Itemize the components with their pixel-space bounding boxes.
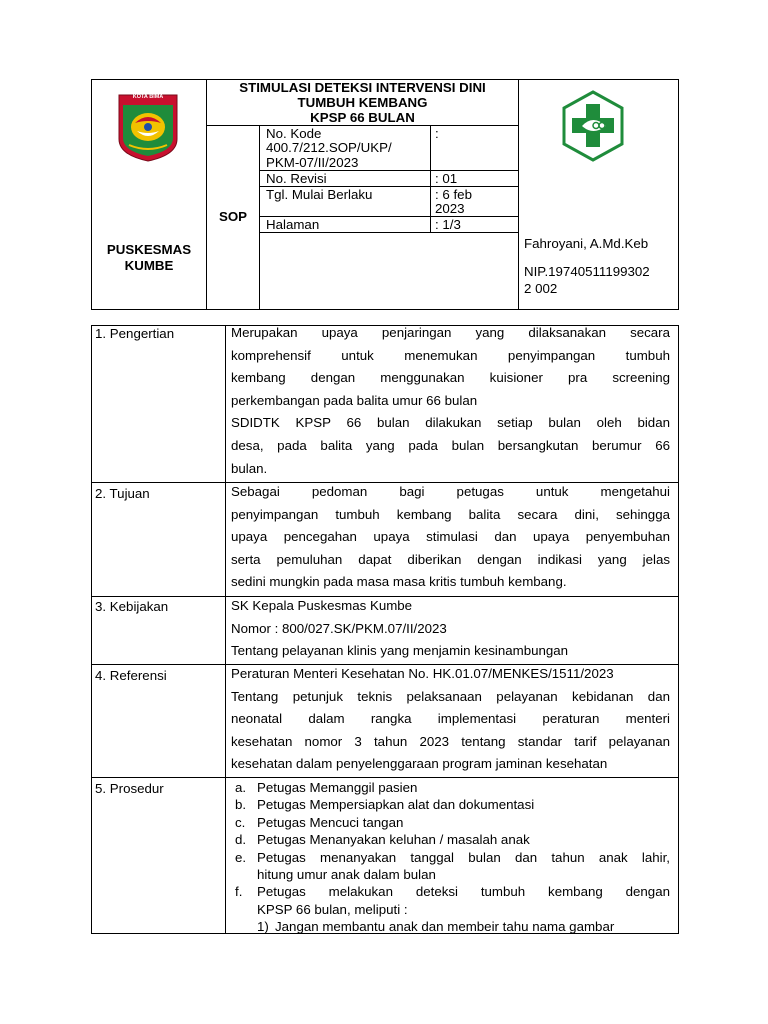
label-pengertian: 1. Pengertian: [95, 326, 175, 341]
item-marker: f.: [235, 884, 243, 900]
org-name-line1: PUSKESMAS: [106, 242, 192, 257]
item-marker: d.: [235, 832, 247, 848]
list-item: [235, 779, 670, 796]
document-title-line1: STIMULASI DETEKSI INTERVENSI DINI: [239, 80, 486, 95]
sop-label: SOP: [218, 209, 248, 224]
referensi-line: Tentang petunjuk teknis pelaksanaan pelayanan kebidanan dan: [231, 688, 670, 704]
kebijakan-text: [231, 595, 670, 663]
item-text: Petugas Memanggil pasien: [257, 780, 418, 795]
kode-value-line1: 400.7/212.SOP/UKP/: [266, 140, 392, 155]
item-text: Petugas menanyakan tanggal bulan dan tahun anak lahir,: [257, 849, 670, 865]
tujuan-line: upaya pencegahan upaya stimulasi dan upaya penyembuhan: [231, 529, 670, 545]
halaman-value: : 1/3: [435, 217, 461, 232]
signer-nip-line2: 2 002: [524, 281, 558, 296]
tgl-label: Tgl. Mulai Berlaku: [266, 187, 373, 202]
list-item: [235, 849, 670, 884]
item-marker: b.: [235, 797, 247, 813]
referensi-text: [231, 663, 670, 776]
item-text: Petugas melakukan deteksi tumbuh kembang dengan: [257, 884, 670, 900]
item-text: Petugas Mencuci tangan: [257, 814, 404, 830]
pengertian-line: Merupakan upaya penjaringan yang dilaksanakan secara: [231, 325, 670, 340]
puskesmas-logo-icon: [562, 90, 624, 162]
pengertian-line: perkembangan pada balita umur 66 bulan: [231, 392, 478, 408]
list-item: [235, 796, 670, 813]
label-kebijakan: 3. Kebijakan: [95, 599, 169, 614]
pengertian-text: [231, 322, 670, 480]
signer-nip-line1: NIP.19740511199302: [524, 264, 650, 279]
label-tujuan: 2. Tujuan: [95, 486, 150, 501]
label-prosedur: 5. Prosedur: [95, 781, 164, 796]
kebijakan-line: Tentang pelayanan klinis yang menjamin kesinambungan: [231, 643, 569, 659]
org-name-line2: KUMBE: [124, 258, 174, 273]
referensi-line: neonatal dalam rangka implementasi peraturan menteri: [231, 711, 670, 727]
kode-value-line2: PKM-07/II/2023: [266, 155, 359, 170]
pengertian-line: bulan.: [231, 460, 268, 476]
tujuan-line: penyimpangan tumbuh kembang balita secara dini, sehingga: [231, 506, 670, 522]
halaman-label: Halaman: [266, 217, 320, 232]
pengertian-line: kembang dengan menggunakan kuisioner pra screening: [231, 370, 670, 386]
item-text: Petugas Menanyakan keluhan / masalah anak: [257, 832, 530, 848]
tgl-value-line2: 2023: [435, 201, 465, 216]
pengertian-line: SDIDTK KPSP 66 bulan dilakukan setiap bulan oleh bidan: [231, 415, 670, 431]
tujuan-text: [231, 481, 670, 594]
label-referensi: 4. Referensi: [95, 668, 167, 683]
tujuan-line: sedini mungkin pada masa masa kritis tumbuh kembang.: [231, 574, 567, 590]
document-title-line3: KPSP 66 BULAN: [310, 110, 415, 125]
referensi-line: kesehatan nomor 3 tahun 2023 tentang standar tarif pelayanan: [231, 733, 670, 749]
sub-item-text: Jangan membantu anak dan membeir tahu nama gambar: [275, 919, 615, 935]
document-title-line2: TUMBUH KEMBANG: [297, 95, 428, 110]
sub-item-marker: 1): [257, 919, 269, 935]
sub-list-item: [235, 918, 670, 935]
revisi-label: No. Revisi: [266, 171, 327, 186]
item-text-cont: KPSP 66 bulan, meliputi :: [257, 901, 408, 917]
tujuan-line: serta pemuluhan dapat diberikan dengan indikasi yang jelas: [231, 551, 670, 567]
pengertian-line: komprehensif untuk menemukan penyimpangan tumbuh: [231, 347, 670, 363]
item-marker: c.: [235, 814, 246, 830]
item-text-cont: hitung umur anak dalam bulan: [257, 867, 436, 883]
prosedur-list: [235, 779, 670, 936]
referensi-line: kesehatan dalam penyelenggaraan program jaminan kesehatan: [231, 756, 608, 772]
logo-text: KOTA BIMA: [132, 94, 164, 100]
tgl-value-line1: : 6 feb: [435, 187, 472, 202]
referensi-line: Peraturan Menteri Kesehatan No. HK.01.07/MENKES/1511/2023: [231, 666, 614, 681]
pengertian-line: desa, pada balita yang pada bulan bersangkutan berumur 66: [231, 437, 670, 453]
item-marker: e.: [235, 849, 247, 865]
signer-name: Fahroyani, A.Md.Keb: [524, 236, 649, 251]
kode-colon: :: [435, 126, 439, 141]
item-marker: a.: [235, 780, 247, 795]
revisi-value: : 01: [435, 171, 458, 186]
item-text: Petugas Mempersiapkan alat dan dokumentasi: [257, 797, 535, 813]
kebijakan-line: SK Kepala Puskesmas Kumbe: [231, 598, 413, 613]
list-item: [235, 883, 670, 918]
kota-bima-logo: [117, 93, 179, 163]
kode-label: No. Kode: [266, 126, 322, 141]
kebijakan-line: Nomor : 800/027.SK/PKM.07/II/2023: [231, 620, 447, 636]
list-item: [235, 831, 670, 848]
list-item: [235, 814, 670, 831]
tujuan-line: Sebagai pedoman bagi petugas untuk mengetahui: [231, 484, 670, 499]
